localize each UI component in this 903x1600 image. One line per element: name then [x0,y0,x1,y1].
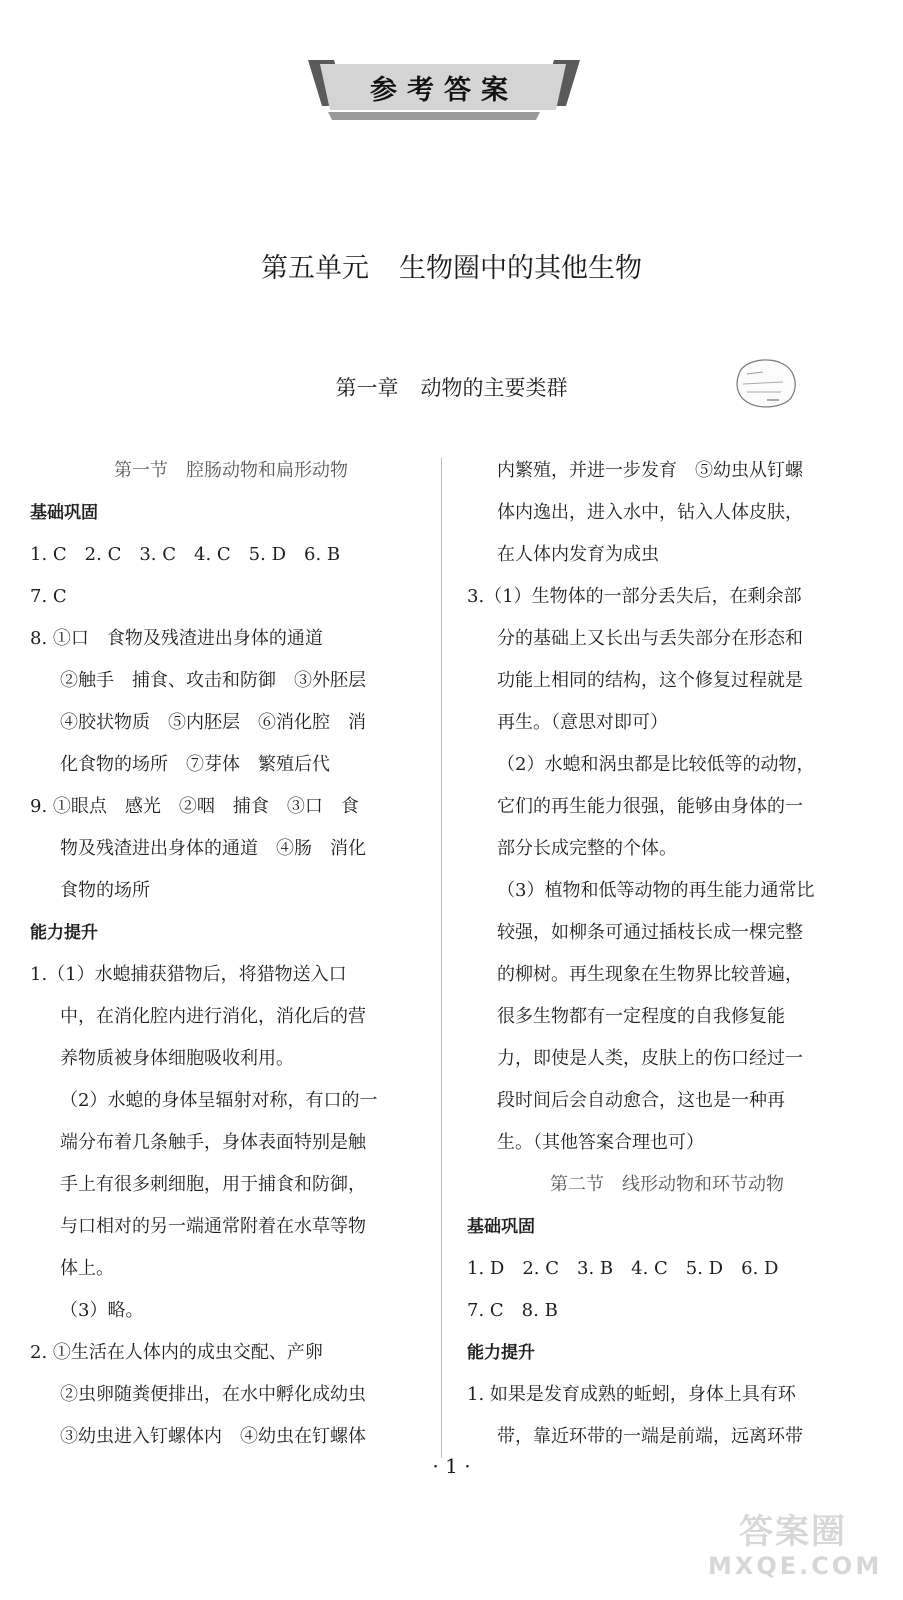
unit-title [0,246,903,285]
answer-line: 中，在消化腔内进行消化，消化后的营 [60,1006,366,1027]
answer-line: 部分长成完整的个体。 [497,838,677,859]
answer-line: （3）略。 [60,1300,144,1321]
answer-line: 带，靠近环带的一端是前端，远离环带 [497,1426,803,1447]
answer-line: 化食物的场所 ⑦芽体 繁殖后代 [60,754,330,775]
answer-line: 3.（1）生物体的一部分丢失后，在剩余部 [467,586,802,607]
answer-line: 食物的场所 [60,880,150,901]
answer-line: 物及残渣进出身体的通道 ④肠 消化 [60,838,366,859]
watermark-text: 答案圈 [739,1512,847,1552]
answer-line: 生。（其他答案合理也可） [497,1132,704,1153]
answer-line: 较强，如柳条可通过插枝长成一棵完整 [497,922,803,943]
answer-line: 养物质被身体细胞吸收利用。 [60,1048,294,1069]
answer-line: 段时间后会自动愈合，这也是一种再 [497,1090,785,1111]
answer-line: 与口相对的另一端通常附着在水草等物 [60,1216,366,1237]
chapter-number: 第一章 [335,376,399,400]
left-column [30,450,432,1458]
answer-line: 内繁殖，并进一步发育 ⑤幼虫从钉螺 [497,460,803,481]
banner-title: 参考答案 [370,75,518,106]
subheading: 能力提升 [30,923,98,943]
answer-line: 力，即使是人类，皮肤上的伤口经过一 [497,1048,803,1069]
answer-line: 1.（1）水螅捕获猎物后，将猎物送入口 [30,964,347,985]
answer-line: （2）水螅和涡虫都是比较低等的动物， [497,754,815,775]
answer-line: 1. C 2. C 3. C 4. C 5. D 6. B [30,544,341,565]
answer-line: 很多生物都有一定程度的自我修复能 [497,1006,785,1027]
answer-line: 9. ①眼点 感光 ②咽 捕食 ③口 食 [30,796,359,817]
watermark-url: MXQE.COM [708,1552,883,1580]
answer-line: 再生。（意思对即可） [497,712,668,733]
answer-line: 7. C [30,586,67,607]
answer-line: 体上。 [60,1258,114,1279]
answer-line: 的柳树。再生现象在生物界比较普遍， [497,964,803,985]
watermark-logo [708,1502,883,1586]
section-title: 第一节 腔肠动物和扁形动物 [114,460,348,481]
answer-line: 体内逸出，进入水中，钻入人体皮肤， [497,502,803,523]
page-number: · 1 · [432,1454,471,1478]
chapter-name: 动物的主要类群 [420,376,568,400]
answer-line: （2）水螅的身体呈辐射对称，有口的一 [60,1090,378,1111]
unit-number: 第五单元 [261,253,369,284]
answer-line: 在人体内发育为成虫 [497,544,659,565]
subheading: 基础巩固 [467,1217,535,1237]
answer-line: ②触手 捕食、攻击和防御 ③外胚层 [60,670,366,691]
answer-line: 功能上相同的结构，这个修复过程就是 [497,670,803,691]
answer-line: 端分布着几条触手，身体表面特别是触 [60,1132,366,1153]
column-divider [441,458,442,1458]
unit-name: 生物圈中的其他生物 [399,253,642,284]
answer-line: 7. C 8. B [467,1300,558,1321]
answer-line: 分的基础上又长出与丢失部分在形态和 [497,628,803,649]
answer-line: ④胶状物质 ⑤内胚层 ⑥消化腔 消 [60,712,366,733]
section-title: 第二节 线形动物和环节动物 [550,1174,784,1195]
right-column [467,450,867,1458]
answer-line: 手上有很多刺细胞，用于捕食和防御， [60,1174,366,1195]
answer-line: （3）植物和低等动物的再生能力通常比 [497,880,815,901]
stamp-icon [733,356,799,410]
subheading: 能力提升 [467,1343,535,1363]
answer-line: 2. ①生活在人体内的成虫交配、产卵 [30,1342,323,1363]
answer-line: ③幼虫进入钉螺体内 ④幼虫在钉螺体 [60,1426,366,1447]
answer-line: 8. ①口 食物及残渣进出身体的通道 [30,628,323,649]
answer-line: 它们的再生能力很强，能够由身体的一 [497,796,803,817]
subheading: 基础巩固 [30,503,98,523]
answer-line: 1. 如果是发育成熟的蚯蚓，身体上具有环 [467,1384,796,1405]
answer-line: ②虫卵随粪便排出，在水中孵化成幼虫 [60,1384,366,1405]
answer-line: 1. D 2. C 3. B 4. C 5. D 6. D [467,1258,779,1279]
